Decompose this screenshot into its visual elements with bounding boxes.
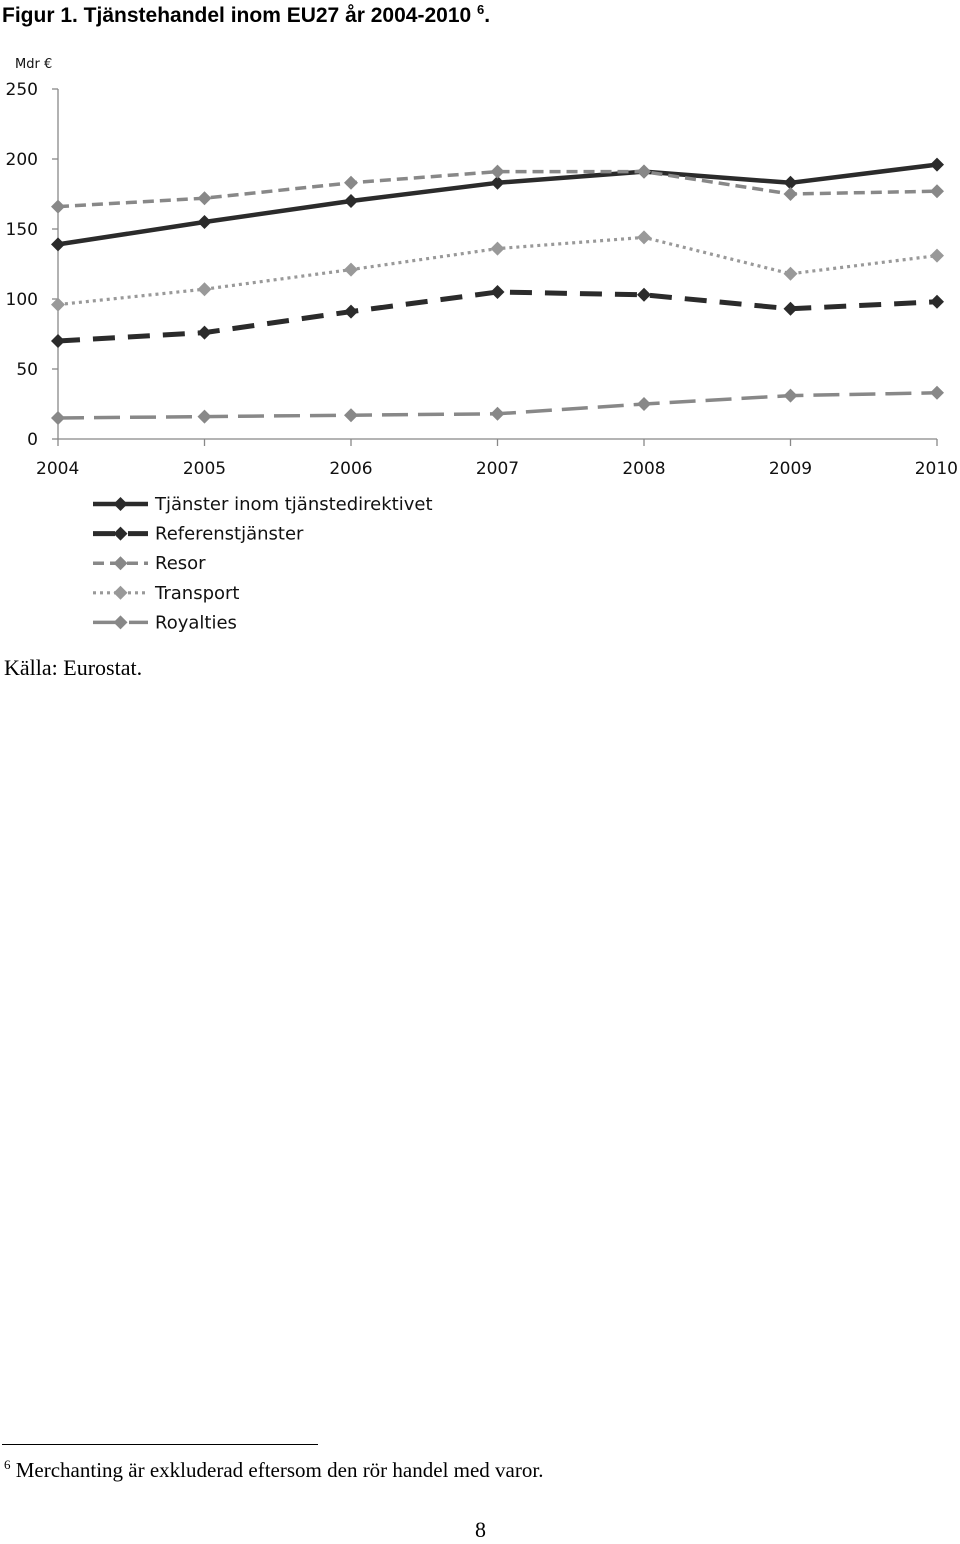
legend-swatch-marker [114, 615, 128, 629]
x-tick-label: 2008 [622, 459, 666, 479]
series-1 [51, 285, 944, 348]
data-point [198, 410, 212, 424]
data-point [637, 230, 651, 244]
data-point [51, 298, 65, 312]
data-point [198, 215, 212, 229]
legend-label: Royalties [155, 612, 237, 634]
legend-label: Resor [155, 553, 206, 575]
footnote-number: 6 [4, 1457, 11, 1472]
y-tick-label: 250 [5, 80, 38, 100]
footnote-text: Merchanting är exkluderad eftersom den rör handel med varor. [15, 1458, 544, 1482]
legend-swatch-marker [114, 586, 128, 600]
data-point [930, 249, 944, 263]
data-point [930, 386, 944, 400]
x-tick-label: 2005 [182, 459, 227, 479]
data-point [51, 411, 65, 425]
footnote [4, 1457, 543, 1483]
data-point [198, 191, 212, 205]
data-point [784, 302, 798, 316]
x-tick-label: 2004 [36, 459, 80, 479]
y-tick-label: 50 [16, 360, 38, 380]
legend-entry [93, 612, 237, 633]
data-point [784, 389, 798, 403]
legend-label: Referenstjänster [155, 523, 304, 545]
chart-legend [93, 494, 433, 633]
data-point [198, 282, 212, 296]
series-line [58, 292, 937, 341]
data-point [930, 295, 944, 309]
data-point [637, 397, 651, 411]
series-4 [51, 386, 944, 425]
data-point [51, 200, 65, 214]
data-point [344, 176, 358, 190]
legend-swatch-marker [114, 497, 128, 511]
legend-entry [93, 583, 239, 604]
legend-swatch-marker [114, 527, 128, 541]
legend-label: Tjänster inom tjänstedirektivet [155, 494, 433, 515]
data-point [198, 326, 212, 340]
data-point [637, 165, 651, 179]
data-point [930, 184, 944, 198]
chart-axes [6, 80, 958, 479]
x-tick-label: 2007 [475, 459, 520, 479]
data-point [344, 194, 358, 208]
data-point [491, 165, 505, 179]
data-point [637, 288, 651, 302]
data-point [344, 408, 358, 422]
legend-label: Transport [155, 582, 240, 604]
line-chart [0, 0, 960, 650]
y-tick-label: 150 [5, 220, 38, 240]
chart-series [51, 158, 944, 425]
figure-title-text: Figur 1. Tjänstehandel inom EU27 år 2004-2010 [2, 4, 472, 27]
x-tick-label: 2009 [768, 459, 813, 479]
y-tick-label: 100 [5, 290, 38, 310]
data-point [344, 263, 358, 277]
data-point [344, 305, 358, 319]
legend-entry [93, 524, 304, 545]
footnote-reference: 6 [477, 2, 485, 17]
page-number: 8 [475, 1517, 486, 1542]
data-point [51, 334, 65, 348]
data-point [51, 237, 65, 251]
data-point [491, 242, 505, 256]
legend-entry [93, 494, 433, 515]
legend-entry [93, 553, 206, 574]
y-axis-unit-label: Mdr € [15, 57, 53, 72]
figure-title-suffix: . [484, 4, 491, 27]
data-point [784, 187, 798, 201]
data-point [491, 407, 505, 421]
legend-swatch-marker [114, 556, 128, 570]
data-point [491, 285, 505, 299]
data-point [784, 267, 798, 281]
y-tick-label: 200 [5, 150, 38, 170]
x-tick-label: 2006 [329, 459, 373, 479]
data-point [930, 158, 944, 172]
source-note: Källa: Eurostat. [4, 655, 143, 680]
footnote-divider [2, 1444, 318, 1445]
series-3 [51, 230, 944, 311]
y-tick-label: 0 [27, 430, 38, 450]
x-tick-label: 2010 [914, 459, 958, 479]
